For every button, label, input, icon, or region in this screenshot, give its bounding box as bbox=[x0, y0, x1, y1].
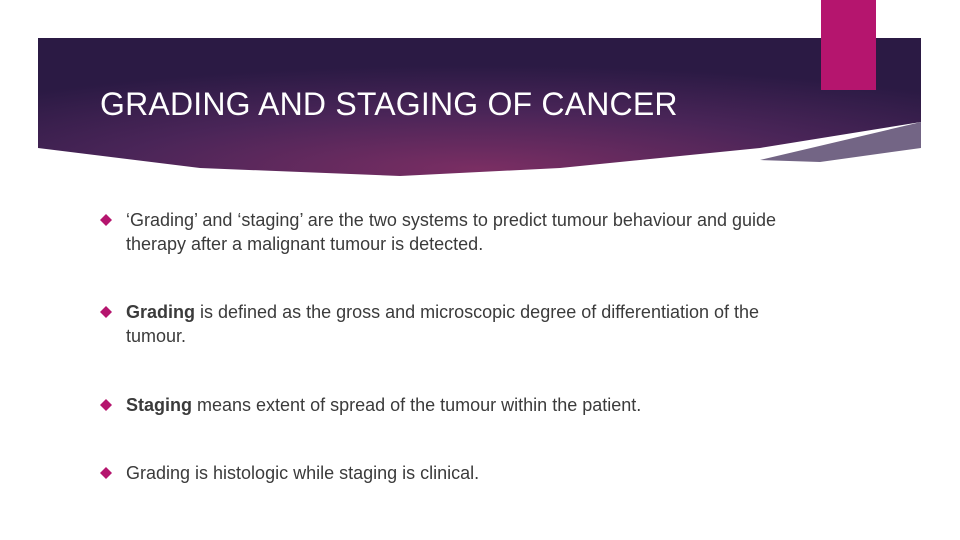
bullet-text bbox=[126, 208, 806, 256]
bullet-lead: Staging bbox=[126, 395, 192, 415]
bullet-lead: Grading bbox=[126, 302, 196, 322]
bullet-text bbox=[126, 300, 806, 348]
diamond-bullet-icon bbox=[100, 306, 112, 318]
bullet-text bbox=[126, 461, 806, 485]
bullet-body: means extent of spread of the tumour within the patient. bbox=[192, 395, 642, 415]
diamond-bullet-icon bbox=[100, 214, 112, 226]
accent-tab bbox=[821, 0, 876, 90]
diamond-bullet-icon bbox=[100, 399, 112, 411]
diamond-bullet-icon bbox=[100, 467, 112, 479]
bullet-body: is defined as the gross and microscopic degree of differentiation of the tumour. bbox=[126, 302, 760, 346]
bullet-body: ‘Grading’ and ‘staging’ are the two systems to predict tumour behaviour and guide therapy after a malignant tumour is detected. bbox=[126, 210, 777, 254]
bullet-text bbox=[126, 393, 806, 417]
slide-title: GRADING AND STAGING OF CANCER bbox=[100, 86, 678, 122]
bullet-body: Grading is histologic while staging is clinical. bbox=[126, 463, 480, 483]
